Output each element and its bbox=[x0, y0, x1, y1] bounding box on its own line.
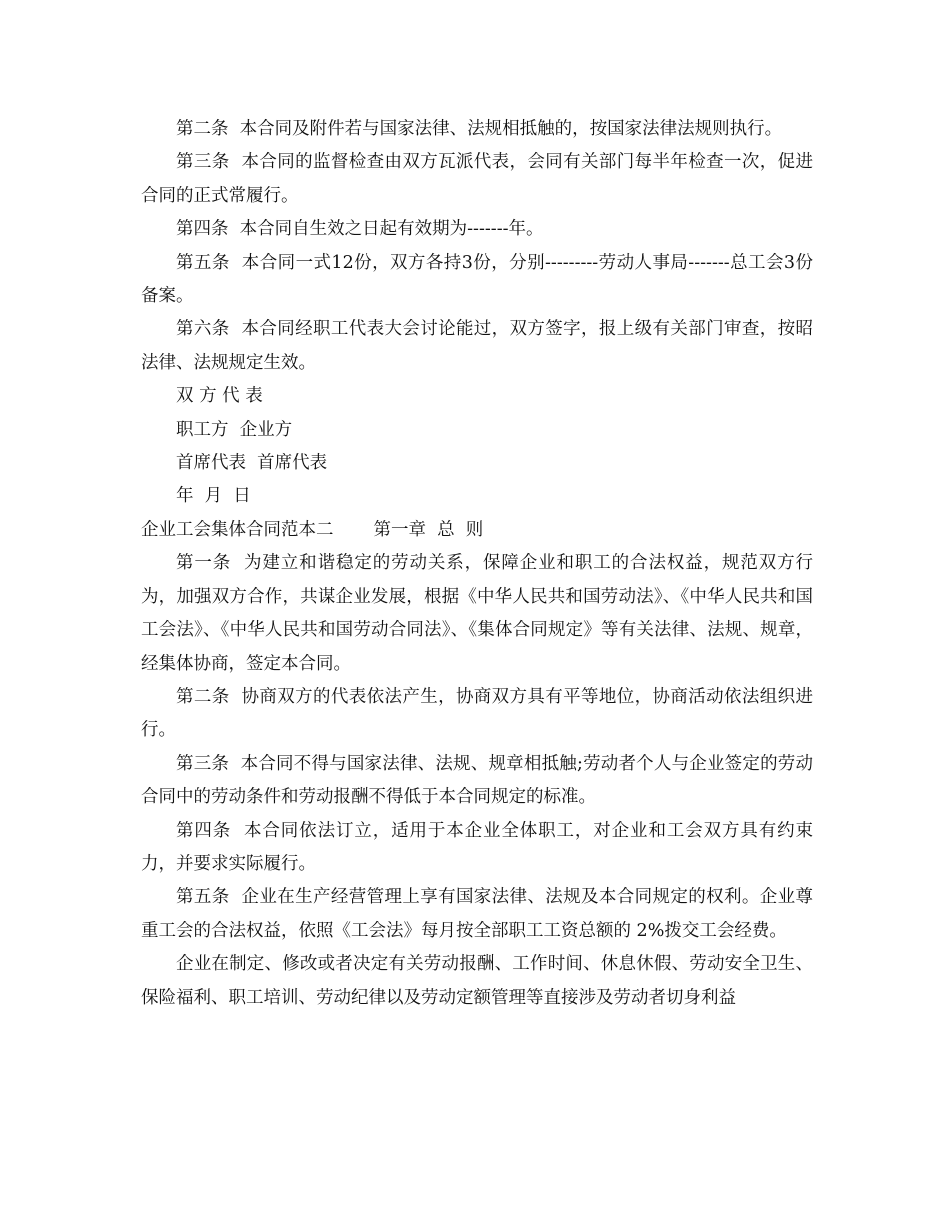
article-2-paragraph: 第二条 本合同及附件若与国家法律、法规相抵触的，按国家法律法规则执行。 bbox=[176, 119, 783, 139]
article-3-paragraph: 第三条 本合同的监督检查由双方瓦派代表，会同有关部门每半年检查一次，促进合同的正式常履行。 bbox=[141, 152, 813, 206]
signature-parties: 职工方 企业方 bbox=[176, 419, 293, 440]
chapter1-article-5: 第五条 企业在生产经营管理上享有国家法律、法规及本合同规定的权利。企业尊重工会的合法权益，依照《工会法》每月按全部职工工资总额的 2%拨交工会经费。 bbox=[141, 887, 813, 941]
chapter-title: 第一章 总 则 bbox=[373, 519, 484, 540]
article-5-paragraph: 第五条 本合同一式12份，双方各持3份，分别---------劳动人事局-------总工会3份备案。 bbox=[141, 252, 813, 307]
article-4-paragraph: 第四条 本合同自生效之日起有效期为-------年。 bbox=[176, 219, 544, 240]
signature-representatives: 双 方 代 表 bbox=[176, 386, 263, 407]
document-title: 企业工会集体合同范本二 bbox=[141, 519, 334, 540]
signature-date: 年 月 日 bbox=[176, 486, 251, 507]
signature-chief-representatives: 首席代表 首席代表 bbox=[176, 453, 328, 474]
section-heading bbox=[141, 514, 813, 547]
article-6-paragraph: 第六条 本合同经职工代表大会讨论能过，双方签字，报上级有关部门审查，按昭法律、法规规定生效。 bbox=[141, 319, 813, 373]
chapter1-article-1: 第一条 为建立和谐稳定的劳动关系，保障企业和职工的合法权益，规范双方行为，加强双方合作，共谋企业发展，根据《中华人民共和国劳动法》、《中华人民共和国工会法》、《中华人民共和国劳动合同法》、《集体合同规定》等有关法律、法规、规章，经集体协商，签定本合同。 bbox=[141, 553, 813, 674]
chapter1-article-4: 第四条 本合同依法订立，适用于本企业全体职工，对企业和工会双方具有约束力，并要求实际履行。 bbox=[141, 820, 813, 874]
chapter1-article-3: 第三条 本合同不得与国家法律、法规、规章相抵触;劳动者个人与企业签定的劳动合同中的劳动条件和劳动报酬不得低于本合同规定的标准。 bbox=[141, 753, 813, 808]
chapter1-article-2: 第二条 协商双方的代表依法产生，协商双方具有平等地位，协商活动依法组织进行。 bbox=[141, 686, 813, 741]
chapter1-article-5-continued: 企业在制定、修改或者决定有关劳动报酬、工作时间、休息休假、劳动安全卫生、保险福利、职工培训、劳动纪律以及劳动定额管理等直接涉及劳动者切身利益 bbox=[141, 954, 813, 1008]
document-body bbox=[141, 113, 813, 1015]
